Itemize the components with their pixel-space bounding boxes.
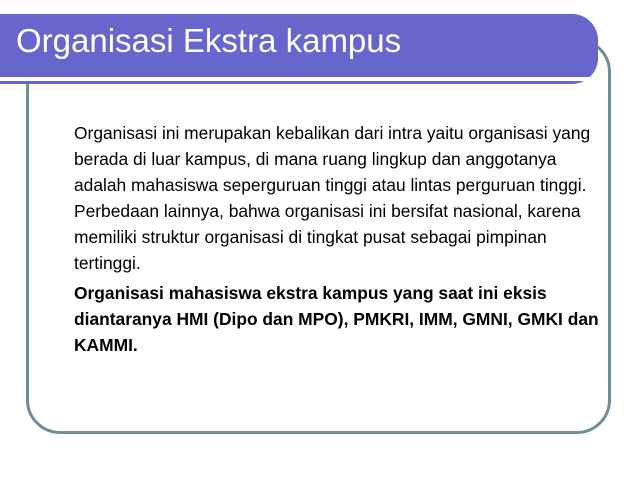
slide-body bbox=[74, 120, 602, 358]
body-paragraph-examples: Organisasi mahasiswa ekstra kampus yang saat ini eksis diantaranya HMI (Dipo dan MPO), PMKRI, IMM, GMNI, GMKI dan KAMMI. bbox=[74, 283, 599, 355]
title-underline bbox=[0, 77, 596, 81]
body-paragraph-definition: Organisasi ini merupakan kebalikan dari intra yaitu organisasi yang berada di luar kampus, di mana ruang lingkup dan anggotanya adalah mahasiswa seperguruan tinggi atau lintas perguruan tinggi. Perbedaan lainnya, bahwa organisasi ini bersifat nasional, karena memiliki struktur organisasi di tingkat pusat sebagai pimpinan tertinggi. bbox=[74, 123, 591, 273]
slide-title: Organisasi Ekstra kampus bbox=[16, 22, 402, 59]
